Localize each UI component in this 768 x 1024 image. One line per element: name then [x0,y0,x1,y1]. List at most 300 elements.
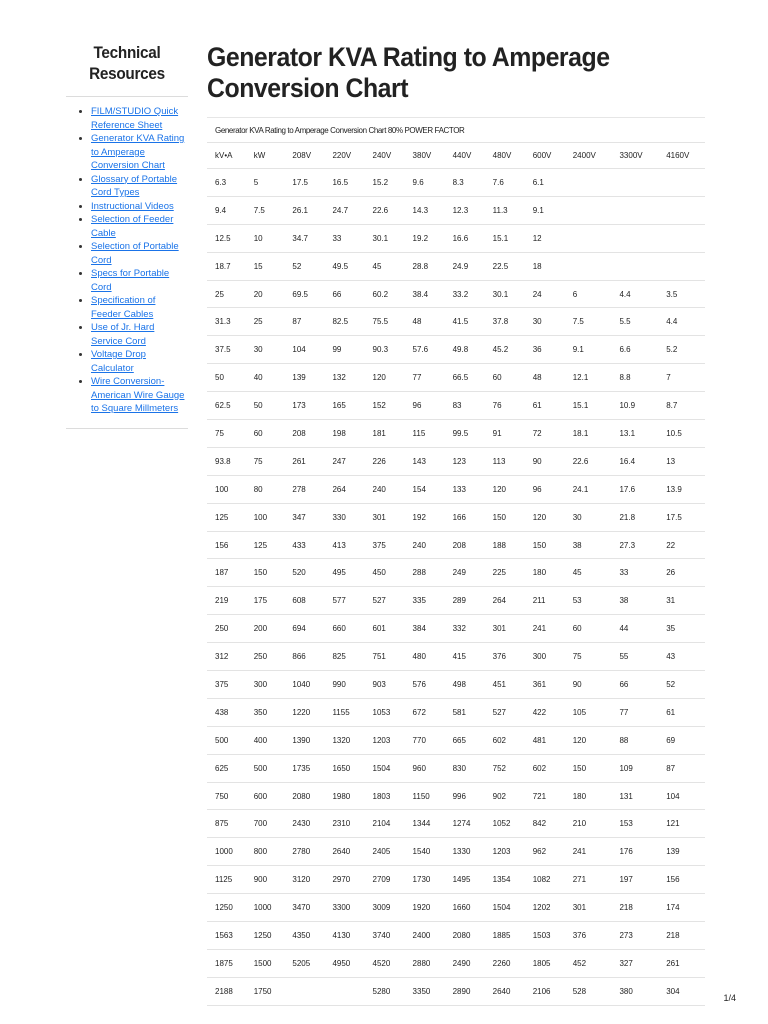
table-cell: 12.1 [565,364,612,392]
table-row [207,196,705,224]
table-cell: 261 [284,447,324,475]
table-cell: 1053 [365,698,405,726]
table-cell: 93.8 [207,447,246,475]
table-cell: 10 [246,224,285,252]
table-row [207,782,705,810]
table-cell [611,196,658,224]
table-cell: 433 [284,531,324,559]
table-cell [565,169,612,197]
table-cell: 8.7 [658,392,705,420]
table-cell: 125 [246,531,285,559]
table-cell: 30.1 [365,224,405,252]
table-cell: 2880 [405,949,445,977]
table-cell: 1730 [405,866,445,894]
table-cell: 156 [658,866,705,894]
table-cell [284,977,324,1005]
page-number: 1/4 [723,993,736,1003]
table-cell: 120 [525,503,565,531]
table-cell: 752 [485,754,525,782]
table-cell: 75 [246,447,285,475]
table-cell: 5205 [284,949,324,977]
table-cell: 830 [445,754,485,782]
table-cell: 866 [284,643,324,671]
sidebar-link[interactable]: Use of Jr. Hard Service Cord [91,322,155,347]
table-cell: 1150 [405,782,445,810]
table-cell: 264 [324,475,364,503]
table-cell: 625 [207,754,246,782]
table-cell: 2400 [405,922,445,950]
table-cell: 4.4 [611,280,658,308]
table-cell: 9.6 [405,169,445,197]
table-cell: 60 [565,615,612,643]
table-cell: 83 [445,392,485,420]
table-cell: 50 [246,392,285,420]
table-cell: 43 [658,643,705,671]
table-cell: 192 [405,503,445,531]
table-cell: 1250 [207,894,246,922]
table-cell: 1875 [207,949,246,977]
table-cell: 4520 [365,949,405,977]
table-cell: 1504 [365,754,405,782]
table-cell: 608 [284,587,324,615]
table-cell: 527 [485,698,525,726]
table-cell: 115 [405,420,445,448]
table-cell: 1344 [405,810,445,838]
table-cell: 30 [565,503,612,531]
table-cell: 208 [445,531,485,559]
table-cell: 88 [611,726,658,754]
table-cell: 1803 [365,782,405,810]
table-cell: 335 [405,587,445,615]
table-cell: 48 [525,364,565,392]
table-cell: 15.1 [485,224,525,252]
sidebar-list-item [91,375,188,416]
table-row [207,392,705,420]
table-row [207,475,705,503]
table-cell [611,252,658,280]
table-cell: 38.4 [405,280,445,308]
sidebar-list-item [91,267,188,294]
table-cell: 120 [365,364,405,392]
table-cell: 218 [611,894,658,922]
table-cell: 1320 [324,726,364,754]
table-cell: 1503 [525,922,565,950]
table-cell: 1330 [445,838,485,866]
table-cell: 1052 [485,810,525,838]
table-cell: 2640 [324,838,364,866]
table-cell: 28.8 [405,252,445,280]
table-cell: 330 [324,503,364,531]
table-cell: 7.5 [246,196,285,224]
table-cell: 22.6 [565,447,612,475]
table-cell: 576 [405,671,445,699]
table-cell: 139 [658,838,705,866]
table-cell: 34.7 [284,224,324,252]
table-row [207,894,705,922]
table-cell: 14.3 [405,196,445,224]
table-cell: 31.3 [207,308,246,336]
table-cell: 99.5 [445,420,485,448]
table-cell: 33 [324,224,364,252]
table-cell: 26 [658,559,705,587]
table-cell: 500 [207,726,246,754]
table-cell: 875 [207,810,246,838]
table-cell: 900 [246,866,285,894]
table-cell: 289 [445,587,485,615]
table-cell: 22 [658,531,705,559]
table-cell: 26.1 [284,196,324,224]
column-header: 240V [365,143,405,169]
table-cell [658,196,705,224]
table-row [207,866,705,894]
table-cell: 5.5 [611,308,658,336]
table-cell: 180 [565,782,612,810]
conversion-table [207,142,705,1006]
table-cell: 452 [565,949,612,977]
table-cell: 1354 [485,866,525,894]
table-cell: 480 [405,643,445,671]
table-cell: 1660 [445,894,485,922]
table-cell: 2490 [445,949,485,977]
table-cell: 17.5 [284,169,324,197]
table-cell: 61 [658,698,705,726]
table-cell: 113 [485,447,525,475]
sidebar-link[interactable]: Selection of Feeder Cable [91,214,174,239]
table-cell: 12.5 [207,224,246,252]
table-cell: 38 [611,587,658,615]
table-cell: 225 [485,559,525,587]
table-cell: 27.3 [611,531,658,559]
table-cell: 361 [525,671,565,699]
table-cell: 602 [485,726,525,754]
table-cell: 198 [324,420,364,448]
table-cell: 96 [525,475,565,503]
table-cell: 1220 [284,698,324,726]
table-cell: 48 [405,308,445,336]
table-cell: 3350 [405,977,445,1005]
table-row [207,503,705,531]
column-header: 600V [525,143,565,169]
table-cell: 250 [207,615,246,643]
column-header: kV•A [207,143,246,169]
table-cell: 104 [658,782,705,810]
table-cell: 1203 [485,838,525,866]
table-cell: 1735 [284,754,324,782]
table-cell: 44 [611,615,658,643]
table-cell: 247 [324,447,364,475]
table-cell: 2106 [525,977,565,1005]
sidebar-link[interactable]: Glossary of Portable Cord Types [91,173,178,198]
table-cell: 87 [658,754,705,782]
table-cell: 154 [405,475,445,503]
table-cell [611,224,658,252]
table-cell [658,252,705,280]
table-cell: 8.3 [445,169,485,197]
table-cell: 31 [658,587,705,615]
table-cell: 5 [246,169,285,197]
table-cell: 200 [246,615,285,643]
table-cell: 1250 [246,922,285,950]
table-body [207,169,705,1006]
column-header: kW [246,143,285,169]
table-cell [565,224,612,252]
table-cell: 30 [525,308,565,336]
table-cell: 800 [246,838,285,866]
sidebar-list-item [91,173,188,200]
table-cell: 2104 [365,810,405,838]
table-cell: 7.6 [485,169,525,197]
table-cell: 1040 [284,671,324,699]
table-cell: 312 [207,643,246,671]
table-row [207,447,705,475]
table-cell: 6.3 [207,169,246,197]
table-cell: 16.6 [445,224,485,252]
table-cell: 6.6 [611,336,658,364]
table-cell: 7.5 [565,308,612,336]
table-cell: 156 [207,531,246,559]
table-cell: 3470 [284,894,324,922]
table-cell: 1390 [284,726,324,754]
table-cell: 1500 [246,949,285,977]
table-cell: 75.5 [365,308,405,336]
table-cell: 1650 [324,754,364,782]
table-cell: 350 [246,698,285,726]
table-cell: 150 [525,531,565,559]
table-cell: 672 [405,698,445,726]
table-cell: 91 [485,420,525,448]
table-cell: 1125 [207,866,246,894]
table-cell: 10.5 [658,420,705,448]
sidebar-link[interactable]: Wire Conversion- American Wire Gauge to Square Millmeters [91,376,185,414]
table-row [207,754,705,782]
table-cell: 219 [207,587,246,615]
table-cell: 210 [565,810,612,838]
sidebar-list-item [91,321,188,348]
table-cell: 1082 [525,866,565,894]
sidebar-link[interactable]: Voltage Drop Calculator [91,349,146,374]
table-cell: 450 [365,559,405,587]
table-cell: 721 [525,782,565,810]
table-cell: 528 [565,977,612,1005]
table-cell: 174 [658,894,705,922]
table-cell: 24.1 [565,475,612,503]
table-cell: 347 [284,503,324,531]
table-cell: 57.6 [405,336,445,364]
table-cell: 527 [365,587,405,615]
table-cell [324,977,364,1005]
table-cell: 9.4 [207,196,246,224]
table-row [207,252,705,280]
table-row [207,364,705,392]
table-cell: 173 [284,392,324,420]
table-cell: 18.7 [207,252,246,280]
table-cell: 1504 [485,894,525,922]
table-cell [658,224,705,252]
column-header: 480V [485,143,525,169]
table-cell: 2260 [485,949,525,977]
table-cell: 21.8 [611,503,658,531]
table-cell: 13.1 [611,420,658,448]
table-cell: 17.5 [658,503,705,531]
table-cell: 1980 [324,782,364,810]
column-header: 2400V [565,143,612,169]
table-row [207,949,705,977]
table-cell: 5280 [365,977,405,1005]
table-cell: 80 [246,475,285,503]
table-cell: 99 [324,336,364,364]
table-cell: 123 [445,447,485,475]
table-cell: 451 [485,671,525,699]
table-cell: 90.3 [365,336,405,364]
table-cell: 100 [246,503,285,531]
table-row [207,977,705,1005]
table-cell: 35 [658,615,705,643]
table-cell: 104 [284,336,324,364]
table-row [207,559,705,587]
table-cell: 10.9 [611,392,658,420]
table-cell: 55 [611,643,658,671]
sidebar-link[interactable]: Specification of Feeder Cables [91,295,156,320]
sidebar-links [66,105,188,416]
table-cell: 1750 [246,977,285,1005]
table-row [207,420,705,448]
table-cell: 37.5 [207,336,246,364]
table-cell: 13 [658,447,705,475]
table-cell: 15.2 [365,169,405,197]
sidebar-divider-bottom [66,428,188,429]
table-cell: 1202 [525,894,565,922]
table-cell: 105 [565,698,612,726]
table-cell: 273 [611,922,658,950]
table-cell: 132 [324,364,364,392]
sidebar [66,42,188,429]
table-cell [611,169,658,197]
table-cell: 66.5 [445,364,485,392]
table-cell: 700 [246,810,285,838]
table-cell: 36 [525,336,565,364]
table-cell: 240 [405,531,445,559]
table-cell: 37.8 [485,308,525,336]
table-cell: 90 [565,671,612,699]
table-cell: 1000 [207,838,246,866]
table-cell: 121 [658,810,705,838]
table-cell: 41.5 [445,308,485,336]
table-cell: 133 [445,475,485,503]
table-cell: 150 [485,503,525,531]
table-cell: 1920 [405,894,445,922]
table-row [207,280,705,308]
table-cell: 120 [485,475,525,503]
table-cell: 143 [405,447,445,475]
table-cell: 60 [246,420,285,448]
table-cell: 45 [565,559,612,587]
table-cell: 304 [658,977,705,1005]
table-cell: 271 [565,866,612,894]
table-cell: 24.9 [445,252,485,280]
table-cell: 438 [207,698,246,726]
table-caption: Generator KVA Rating to Amperage Conversion Chart 80% POWER FACTOR [207,117,705,142]
table-cell: 1885 [485,922,525,950]
table-cell: 1000 [246,894,285,922]
table-cell [565,252,612,280]
table-cell: 261 [658,949,705,977]
table-cell: 694 [284,615,324,643]
table-cell: 902 [485,782,525,810]
sidebar-link[interactable]: FILM/STUDIO Quick Reference Sheet [91,106,179,131]
table-cell: 187 [207,559,246,587]
sidebar-link[interactable]: Generator KVA Rating to Amperage Conversion Chart [91,133,185,171]
table-cell: 49.5 [324,252,364,280]
sidebar-link[interactable]: Selection of Portable Cord [91,241,179,266]
table-row [207,336,705,364]
table-cell: 750 [207,782,246,810]
table-cell: 197 [611,866,658,894]
table-cell: 2430 [284,810,324,838]
table-cell: 9.1 [525,196,565,224]
table-cell: 2310 [324,810,364,838]
table-cell: 3300 [324,894,364,922]
table-cell: 66 [324,280,364,308]
main-content [207,42,705,1006]
table-cell: 3740 [365,922,405,950]
table-cell: 22.5 [485,252,525,280]
table-cell: 165 [324,392,364,420]
table-cell: 660 [324,615,364,643]
table-cell: 16.4 [611,447,658,475]
table-cell: 17.6 [611,475,658,503]
table-row [207,587,705,615]
table-cell: 375 [207,671,246,699]
table-cell: 278 [284,475,324,503]
table-cell: 75 [565,643,612,671]
table-cell: 12 [525,224,565,252]
sidebar-link[interactable]: Specs for Portable Cord [91,268,170,293]
table-cell: 53 [565,587,612,615]
column-header: 380V [405,143,445,169]
table-cell: 62.5 [207,392,246,420]
table-cell: 376 [565,922,612,950]
table-cell: 601 [365,615,405,643]
table-cell: 250 [246,643,285,671]
table-cell: 18 [525,252,565,280]
table-row [207,224,705,252]
sidebar-link[interactable]: Instructional Videos [91,200,174,212]
table-cell: 581 [445,698,485,726]
table-cell: 240 [365,475,405,503]
table-cell: 1155 [324,698,364,726]
table-cell [565,196,612,224]
table-cell: 15.1 [565,392,612,420]
table-cell: 45 [365,252,405,280]
table-cell: 131 [611,782,658,810]
table-cell: 69 [658,726,705,754]
table-cell: 75 [207,420,246,448]
table-cell: 327 [611,949,658,977]
table-cell: 751 [365,643,405,671]
table-cell: 384 [405,615,445,643]
table-cell: 8.8 [611,364,658,392]
table-cell: 33 [611,559,658,587]
table-cell: 1563 [207,922,246,950]
table-cell: 52 [284,252,324,280]
table-cell: 45.2 [485,336,525,364]
table-cell: 300 [246,671,285,699]
table-cell: 2405 [365,838,405,866]
table-cell: 150 [246,559,285,587]
table-cell: 7 [658,364,705,392]
table-cell: 990 [324,671,364,699]
table-cell: 211 [525,587,565,615]
